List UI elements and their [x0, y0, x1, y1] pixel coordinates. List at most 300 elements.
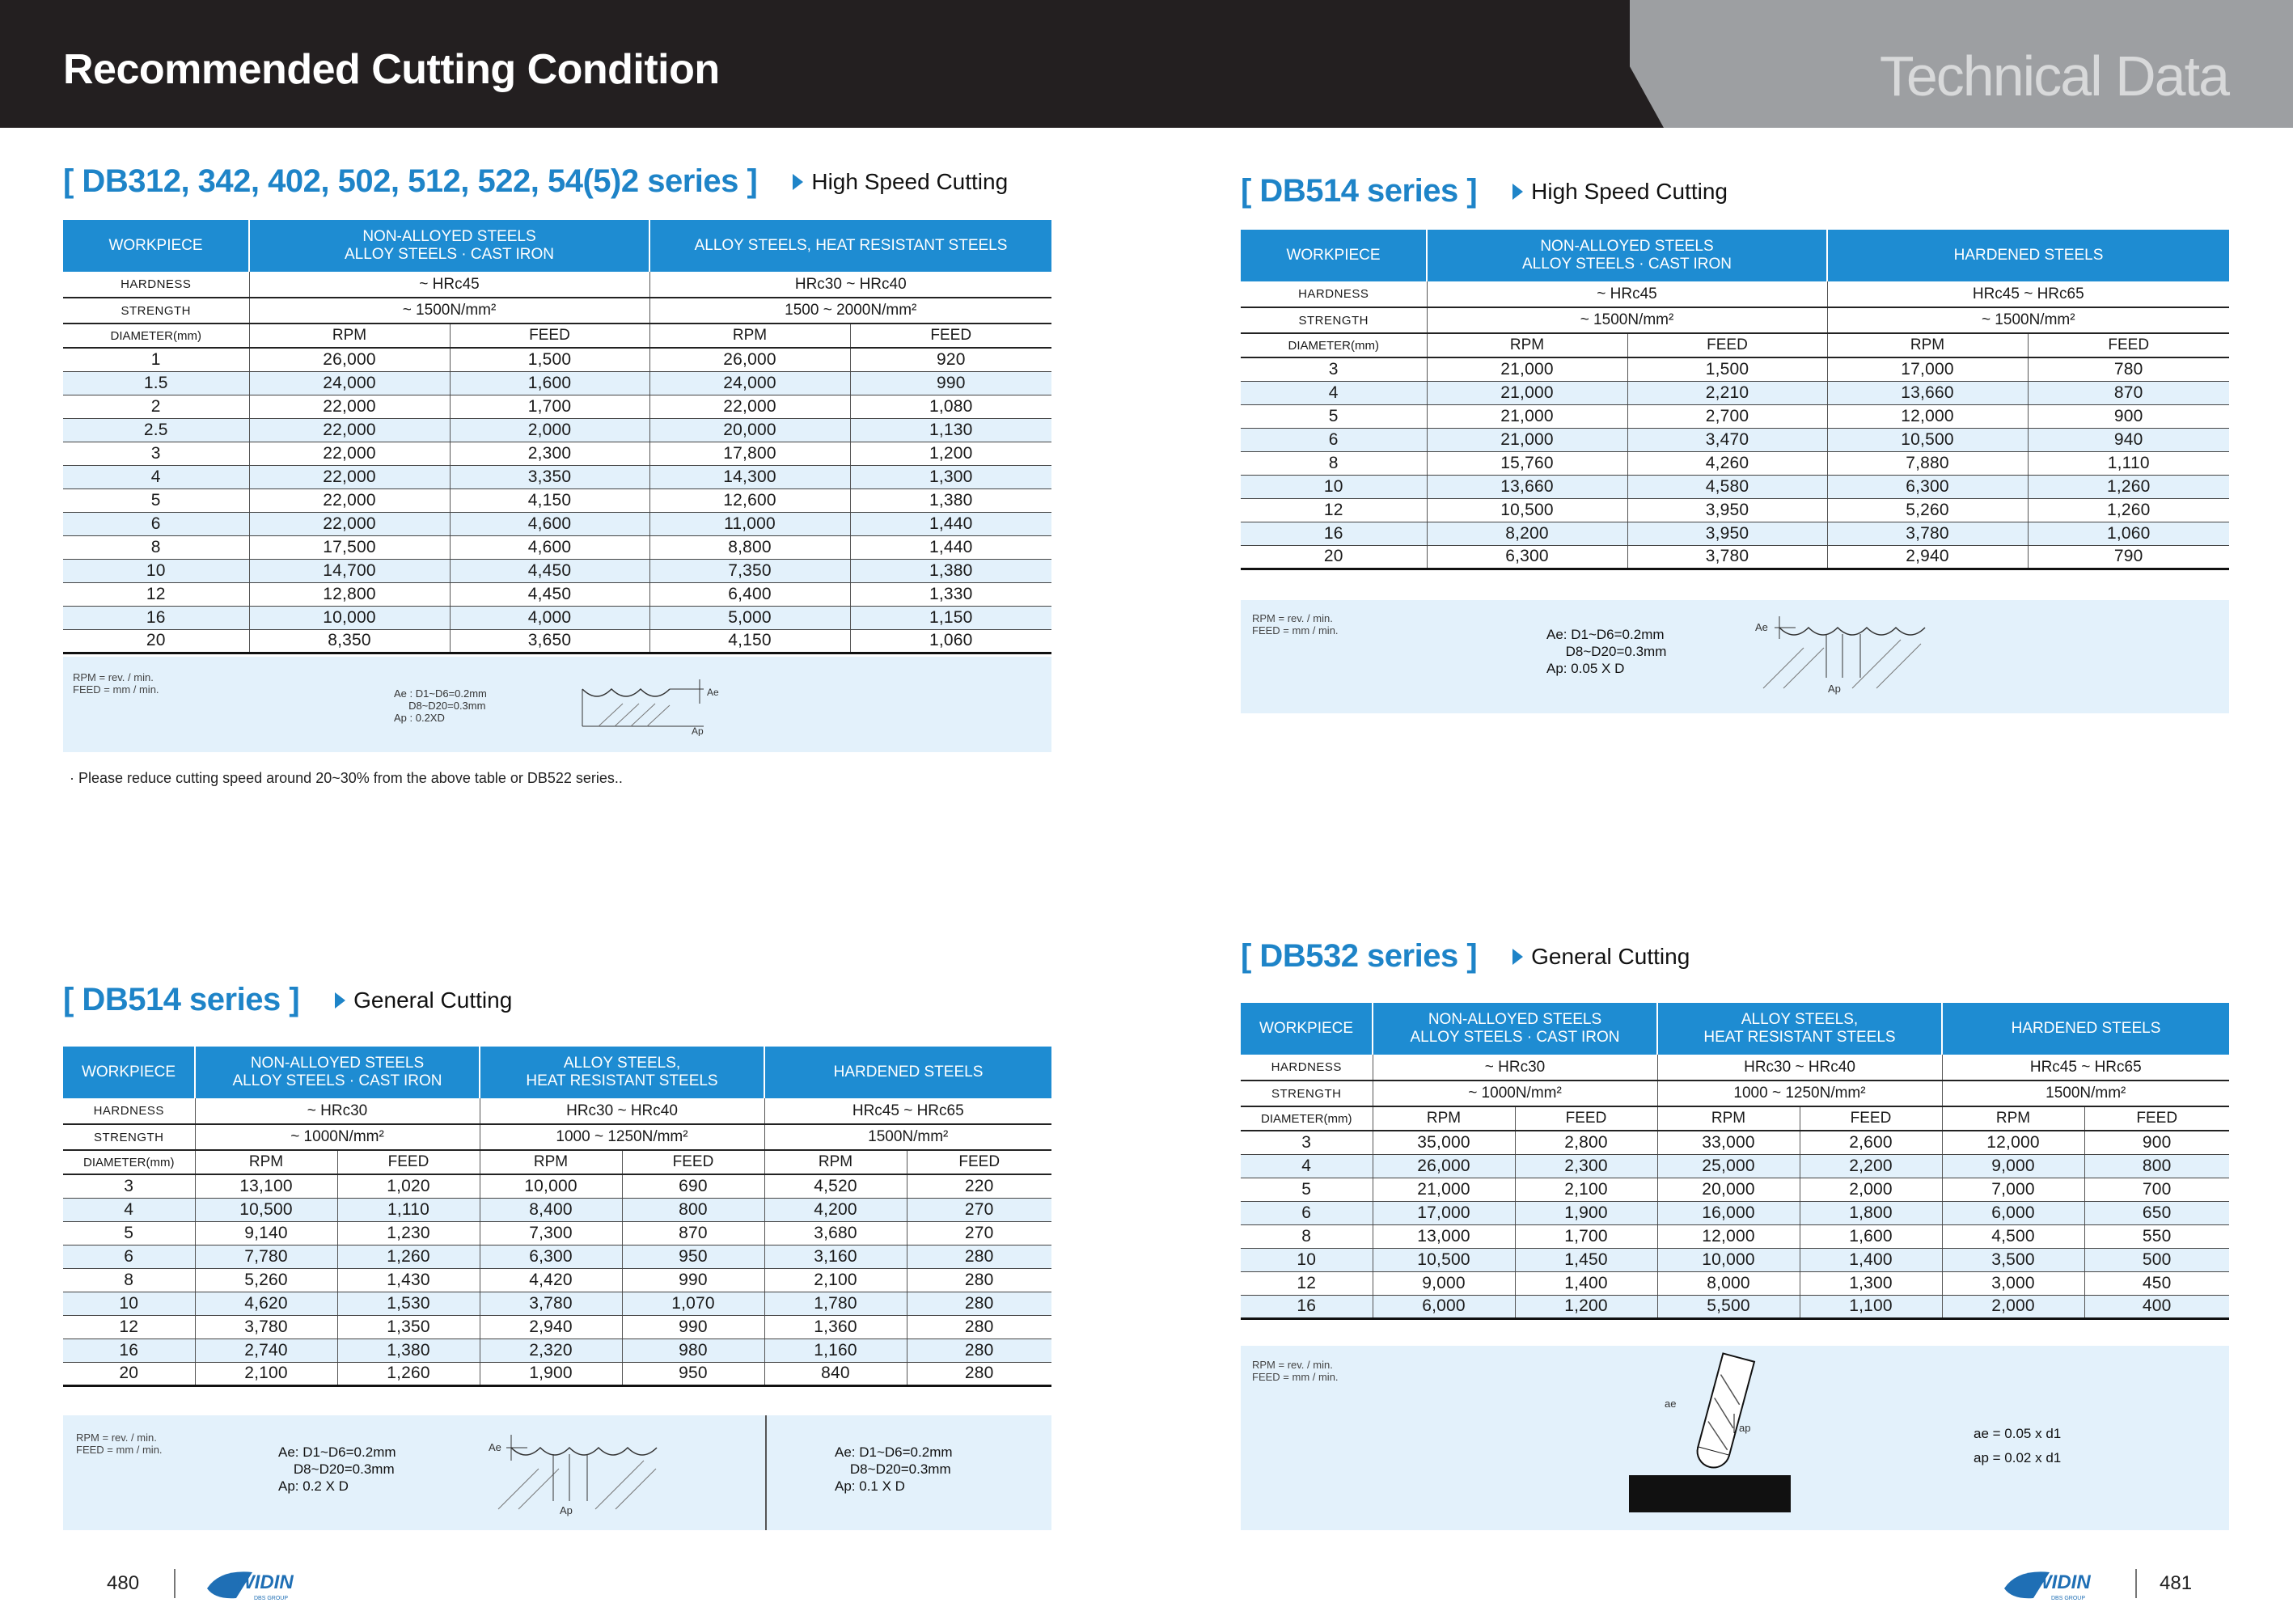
rpm-cell: 13,100	[195, 1174, 337, 1198]
feed-cell: 1,260	[2028, 475, 2229, 498]
feed-cell: 270	[907, 1198, 1051, 1221]
ae-ap-formula: ae = 0.05 x d1 ap = 0.02 x d1	[1974, 1426, 2062, 1465]
widin-logo-right	[2001, 1564, 2106, 1605]
rpm-header: RPM	[249, 324, 450, 348]
feed-cell: 1,330	[850, 582, 1051, 606]
panel-divider	[765, 1415, 767, 1530]
group-header: HARDENED STEELS	[1827, 230, 2229, 281]
diameter-label: DIAMETER(mm)	[1241, 333, 1427, 357]
ae-label: Ae	[489, 1441, 501, 1453]
feed-cell: 1,440	[850, 512, 1051, 535]
series-name: [ DB532 series ]	[1241, 938, 1478, 974]
group-header: ALLOY STEELS, HEAT RESISTANT STEELS	[649, 220, 1051, 272]
table-row	[63, 629, 1051, 653]
diameter-cell: 3	[63, 442, 249, 465]
feed-cell: 220	[907, 1174, 1051, 1198]
rpm-cell: 3,000	[1942, 1271, 2084, 1295]
rpm-cell: 21,000	[1427, 381, 1627, 404]
feed-cell: 990	[850, 371, 1051, 395]
feed-cell: 4,450	[450, 559, 649, 582]
cutting-table-db514-gc	[63, 1047, 1051, 1387]
diameter-cell: 4	[1241, 381, 1427, 404]
group-header: NON-ALLOYED STEELS ALLOY STEELS · CAST IRON	[249, 220, 649, 272]
feed-cell: 550	[2084, 1224, 2229, 1248]
rpm-cell: 6,300	[1827, 475, 2028, 498]
rpm-cell: 840	[764, 1362, 907, 1385]
hardness-value: HRc30 ~ HRc40	[649, 272, 1051, 298]
table-row	[1241, 1178, 2229, 1201]
strength-value: 1500N/mm²	[764, 1124, 1051, 1150]
cutting-type: High Speed Cutting	[1531, 178, 1728, 204]
feed-header: FEED	[850, 324, 1051, 348]
rpm-cell: 10,500	[1427, 498, 1627, 522]
group-header: HARDENED STEELS	[1942, 1003, 2229, 1055]
footnote-panel	[63, 657, 1051, 752]
diameter-cell: 1	[63, 348, 249, 371]
table-row	[63, 512, 1051, 535]
rpm-cell: 1,780	[764, 1292, 907, 1315]
diameter-cell: 12	[63, 1315, 195, 1339]
diameter-cell: 5	[1241, 1178, 1373, 1201]
feed-cell: 990	[622, 1268, 764, 1292]
table-row	[1241, 404, 2229, 428]
feed-cell: 450	[2084, 1271, 2229, 1295]
table-row	[1241, 1271, 2229, 1295]
diameter-label: DIAMETER(mm)	[1241, 1106, 1373, 1131]
rpm-cell: 22,000	[249, 418, 450, 442]
table-row	[63, 1268, 1051, 1292]
rpm-cell: 14,700	[249, 559, 450, 582]
rpm-cell: 8,800	[649, 535, 850, 559]
feed-cell: 1,260	[337, 1245, 480, 1268]
hardness-label: HARDNESS	[1241, 1055, 1373, 1081]
diameter-cell: 5	[63, 1221, 195, 1245]
rpm-cell: 17,000	[1827, 357, 2028, 381]
group-header: HARDENED STEELS	[764, 1047, 1051, 1098]
rpm-header: RPM	[1427, 333, 1627, 357]
feed-cell: 1,130	[850, 418, 1051, 442]
rpm-cell: 4,520	[764, 1174, 907, 1198]
feed-cell: 950	[622, 1362, 764, 1385]
widin-logo-icon	[204, 1564, 309, 1605]
table-row	[63, 371, 1051, 395]
table-row	[63, 1198, 1051, 1221]
section-title-db312	[63, 163, 1008, 200]
feed-cell: 1,300	[850, 465, 1051, 488]
diameter-label: DIAMETER(mm)	[63, 1150, 195, 1174]
strength-value: 1500 ~ 2000N/mm²	[649, 298, 1051, 324]
rpm-header: RPM	[1657, 1106, 1800, 1131]
feed-cell: 950	[622, 1245, 764, 1268]
feed-cell: 400	[2084, 1295, 2229, 1318]
rpm-cell: 3,780	[480, 1292, 622, 1315]
engagement-diagram	[574, 671, 720, 736]
rpm-cell: 16,000	[1657, 1201, 1800, 1224]
table-row	[1241, 1295, 2229, 1318]
rpm-cell: 2,000	[1942, 1295, 2084, 1318]
rpm-cell: 26,000	[249, 348, 450, 371]
group-header: ALLOY STEELS, HEAT RESISTANT STEELS	[1657, 1003, 1942, 1055]
rpm-cell: 4,420	[480, 1268, 622, 1292]
hardness-value: HRc45 ~ HRc65	[764, 1098, 1051, 1124]
rpm-cell: 2,940	[1827, 545, 2028, 569]
strength-label: STRENGTH	[63, 1124, 195, 1150]
feed-cell: 1,600	[450, 371, 649, 395]
hardness-label: HARDNESS	[63, 272, 249, 298]
feed-cell: 1,070	[622, 1292, 764, 1315]
feed-cell: 1,080	[850, 395, 1051, 418]
table-row	[63, 1221, 1051, 1245]
rpm-cell: 24,000	[649, 371, 850, 395]
feed-cell: 2,000	[1800, 1178, 1942, 1201]
rpm-cell: 26,000	[649, 348, 850, 371]
rpm-cell: 12,000	[1942, 1131, 2084, 1154]
table-row	[63, 348, 1051, 371]
workpiece-header: WORKPIECE	[63, 220, 249, 272]
feed-cell: 1,800	[1800, 1201, 1942, 1224]
feed-cell: 870	[2028, 381, 2229, 404]
feed-cell: 1,200	[1515, 1295, 1657, 1318]
unit-note: RPM = rev. / min. FEED = mm / min.	[1252, 1359, 1339, 1383]
table-row	[63, 582, 1051, 606]
section-title-db514-hs	[1241, 173, 1728, 209]
rpm-cell: 6,300	[1427, 545, 1627, 569]
table-row	[1241, 1201, 2229, 1224]
diameter-cell: 6	[1241, 1201, 1373, 1224]
feed-cell: 780	[2028, 357, 2229, 381]
triangle-arrow-icon	[1512, 184, 1523, 200]
ae-label: ae	[1665, 1398, 1677, 1410]
series-name: [ DB514 series ]	[63, 982, 300, 1017]
feed-cell: 1,380	[850, 488, 1051, 512]
rpm-cell: 5,260	[195, 1268, 337, 1292]
unit-note: RPM = rev. / min. FEED = mm / min.	[73, 671, 159, 696]
table-row	[1241, 1248, 2229, 1271]
rpm-cell: 11,000	[649, 512, 850, 535]
rpm-cell: 1,360	[764, 1315, 907, 1339]
ap-label: Ap	[1828, 683, 1841, 695]
feed-cell: 1,700	[1515, 1224, 1657, 1248]
feed-cell: 1,400	[1800, 1248, 1942, 1271]
rpm-cell: 2,740	[195, 1339, 337, 1362]
strength-value: ~ 1000N/mm²	[1373, 1081, 1657, 1106]
feed-cell: 990	[622, 1315, 764, 1339]
rpm-cell: 4,500	[1942, 1224, 2084, 1248]
rpm-cell: 3,780	[1827, 522, 2028, 545]
ae-ap-note-hardened: Ae: D1~D6=0.2mm D8~D20=0.3mm Ap: 0.1 X D	[835, 1444, 953, 1494]
strength-value: ~ 1000N/mm²	[195, 1124, 480, 1150]
feed-cell: 1,600	[1800, 1224, 1942, 1248]
rpm-cell: 22,000	[249, 442, 450, 465]
rpm-cell: 1,160	[764, 1339, 907, 1362]
strength-value: 1000 ~ 1250N/mm²	[480, 1124, 764, 1150]
diameter-cell: 20	[1241, 545, 1427, 569]
widin-logo-icon	[2001, 1564, 2106, 1605]
rpm-cell: 22,000	[249, 488, 450, 512]
rpm-cell: 3,780	[195, 1315, 337, 1339]
rpm-cell: 4,620	[195, 1292, 337, 1315]
rpm-cell: 12,000	[1657, 1224, 1800, 1248]
technical-data-label: Technical Data	[1879, 44, 2228, 108]
engagement-diagram	[482, 1428, 668, 1517]
table-row	[63, 1315, 1051, 1339]
feed-cell: 4,600	[450, 512, 649, 535]
table-row	[1241, 428, 2229, 451]
logo-subtext: DBS GROUP	[254, 1596, 289, 1601]
rpm-cell: 20,000	[1657, 1178, 1800, 1201]
rpm-cell: 12,000	[1827, 404, 2028, 428]
feed-cell: 800	[622, 1198, 764, 1221]
rpm-cell: 8,400	[480, 1198, 622, 1221]
triangle-arrow-icon	[335, 992, 345, 1009]
feed-cell: 790	[2028, 545, 2229, 569]
rpm-cell: 5,500	[1657, 1295, 1800, 1318]
strength-value: 1000 ~ 1250N/mm²	[1657, 1081, 1942, 1106]
feed-cell: 2,210	[1627, 381, 1827, 404]
rpm-cell: 12,600	[649, 488, 850, 512]
diameter-cell: 10	[1241, 1248, 1373, 1271]
group-header: NON-ALLOYED STEELS ALLOY STEELS · CAST IRON	[195, 1047, 480, 1098]
strength-value: ~ 1500N/mm²	[249, 298, 649, 324]
table-row	[1241, 522, 2229, 545]
group-header: NON-ALLOYED STEELS ALLOY STEELS · CAST IRON	[1373, 1003, 1657, 1055]
workpiece-header: WORKPIECE	[63, 1047, 195, 1098]
ap-label: ap	[1739, 1422, 1751, 1434]
cutting-type: General Cutting	[1531, 943, 1690, 969]
rpm-cell: 8,000	[1657, 1271, 1800, 1295]
feed-cell: 280	[907, 1362, 1051, 1385]
diameter-cell: 8	[63, 535, 249, 559]
feed-cell: 1,300	[1800, 1271, 1942, 1295]
diameter-cell: 6	[63, 1245, 195, 1268]
diameter-cell: 16	[1241, 522, 1427, 545]
feed-cell: 4,260	[1627, 451, 1827, 475]
rpm-cell: 6,000	[1373, 1295, 1515, 1318]
logo-subtext: DBS GROUP	[2051, 1596, 2086, 1601]
group-header: ALLOY STEELS, HEAT RESISTANT STEELS	[480, 1047, 764, 1098]
rpm-header: RPM	[195, 1150, 337, 1174]
feed-cell: 1,900	[1515, 1201, 1657, 1224]
table-row	[63, 559, 1051, 582]
feed-cell: 270	[907, 1221, 1051, 1245]
section-title-db532	[1241, 938, 1690, 975]
diameter-cell: 8	[1241, 1224, 1373, 1248]
feed-cell: 280	[907, 1245, 1051, 1268]
rpm-cell: 9,140	[195, 1221, 337, 1245]
feed-cell: 2,100	[1515, 1178, 1657, 1201]
rpm-cell: 21,000	[1427, 404, 1627, 428]
feed-cell: 4,580	[1627, 475, 1827, 498]
feed-cell: 1,110	[2028, 451, 2229, 475]
hardness-value: ~ HRc45	[1427, 281, 1827, 307]
feed-cell: 1,400	[1515, 1271, 1657, 1295]
table-row	[63, 488, 1051, 512]
hardness-value: ~ HRc45	[249, 272, 649, 298]
diameter-cell: 2	[63, 395, 249, 418]
table-row	[1241, 357, 2229, 381]
feed-cell: 2,000	[450, 418, 649, 442]
diameter-cell: 1.5	[63, 371, 249, 395]
table-row	[63, 442, 1051, 465]
ae-label: Ae	[707, 687, 719, 698]
rpm-cell: 14,300	[649, 465, 850, 488]
feed-header: FEED	[622, 1150, 764, 1174]
feed-cell: 3,780	[1627, 545, 1827, 569]
rpm-cell: 13,660	[1427, 475, 1627, 498]
diameter-cell: 5	[63, 488, 249, 512]
diameter-cell: 8	[63, 1268, 195, 1292]
feed-cell: 3,650	[450, 629, 649, 653]
triangle-arrow-icon	[793, 174, 803, 190]
rpm-cell: 2,100	[764, 1268, 907, 1292]
diameter-cell: 3	[1241, 357, 1427, 381]
engagement-diagram	[1747, 611, 1933, 700]
diameter-cell: 12	[1241, 498, 1427, 522]
strength-label: STRENGTH	[1241, 1081, 1373, 1106]
table-row	[63, 418, 1051, 442]
feed-cell: 3,950	[1627, 522, 1827, 545]
rpm-cell: 2,320	[480, 1339, 622, 1362]
rpm-cell: 3,160	[764, 1245, 907, 1268]
diameter-cell: 20	[63, 1362, 195, 1385]
feed-cell: 1,230	[337, 1221, 480, 1245]
rpm-cell: 25,000	[1657, 1154, 1800, 1178]
feed-cell: 1,060	[850, 629, 1051, 653]
feed-cell: 920	[850, 348, 1051, 371]
hardness-value: HRc30 ~ HRc40	[1657, 1055, 1942, 1081]
ae-ap-note: Ae: D1~D6=0.2mm D8~D20=0.3mm Ap: 0.2 X D	[278, 1444, 396, 1494]
diameter-cell: 12	[1241, 1271, 1373, 1295]
feed-header: FEED	[1800, 1106, 1942, 1131]
table-row	[1241, 1224, 2229, 1248]
feed-cell: 2,300	[1515, 1154, 1657, 1178]
diameter-cell: 12	[63, 582, 249, 606]
strength-label: STRENGTH	[1241, 307, 1427, 333]
rpm-cell: 10,000	[480, 1174, 622, 1198]
rpm-cell: 22,000	[249, 395, 450, 418]
strength-value: 1500N/mm²	[1942, 1081, 2229, 1106]
cutting-type: General Cutting	[353, 987, 513, 1013]
rpm-cell: 2,940	[480, 1315, 622, 1339]
hardness-value: ~ HRc30	[1373, 1055, 1657, 1081]
rpm-cell: 10,000	[249, 606, 450, 629]
rpm-cell: 22,000	[649, 395, 850, 418]
diameter-cell: 10	[63, 1292, 195, 1315]
cutting-table-db312	[63, 220, 1051, 654]
feed-cell: 1,100	[1800, 1295, 1942, 1318]
table-row	[1241, 381, 2229, 404]
feed-cell: 1,430	[337, 1268, 480, 1292]
rpm-cell: 2,100	[195, 1362, 337, 1385]
rpm-cell: 13,660	[1827, 381, 2028, 404]
feed-cell: 280	[907, 1292, 1051, 1315]
feed-header: FEED	[2028, 333, 2229, 357]
rpm-cell: 6,400	[649, 582, 850, 606]
table-row	[1241, 1131, 2229, 1154]
footnote-panel	[1241, 600, 2229, 713]
rpm-cell: 35,000	[1373, 1131, 1515, 1154]
feed-cell: 4,000	[450, 606, 649, 629]
rpm-header: RPM	[1942, 1106, 2084, 1131]
table-row	[1241, 545, 2229, 569]
rpm-cell: 10,500	[1373, 1248, 1515, 1271]
feed-cell: 650	[2084, 1201, 2229, 1224]
diameter-label: DIAMETER(mm)	[63, 324, 249, 348]
cutting-table-db532	[1241, 1003, 2229, 1320]
ae-ap-note: Ae: D1~D6=0.2mm D8~D20=0.3mm Ap: 0.05 X D	[1546, 627, 1667, 676]
diameter-cell: 2.5	[63, 418, 249, 442]
feed-cell: 800	[2084, 1154, 2229, 1178]
group-header: NON-ALLOYED STEELS ALLOY STEELS · CAST IRON	[1427, 230, 1827, 281]
feed-cell: 1,380	[337, 1339, 480, 1362]
feed-cell: 3,470	[1627, 428, 1827, 451]
feed-header: FEED	[337, 1150, 480, 1174]
feed-cell: 2,300	[450, 442, 649, 465]
rpm-cell: 10,000	[1657, 1248, 1800, 1271]
rpm-cell: 7,300	[480, 1221, 622, 1245]
diameter-cell: 4	[63, 1198, 195, 1221]
diameter-cell: 16	[1241, 1295, 1373, 1318]
feed-cell: 3,350	[450, 465, 649, 488]
widin-logo-left	[204, 1564, 309, 1605]
feed-cell: 1,020	[337, 1174, 480, 1198]
feed-cell: 1,260	[337, 1362, 480, 1385]
rpm-cell: 24,000	[249, 371, 450, 395]
table-row	[63, 1245, 1051, 1268]
feed-header: FEED	[450, 324, 649, 348]
rpm-cell: 7,880	[1827, 451, 2028, 475]
diameter-cell: 6	[63, 512, 249, 535]
feed-cell: 1,450	[1515, 1248, 1657, 1271]
table-row	[63, 395, 1051, 418]
rpm-header: RPM	[1827, 333, 2028, 357]
table-row	[63, 1174, 1051, 1198]
diameter-cell: 16	[63, 606, 249, 629]
feed-cell: 1,060	[2028, 522, 2229, 545]
feed-cell: 1,380	[850, 559, 1051, 582]
rpm-cell: 7,000	[1942, 1178, 2084, 1201]
feed-cell: 690	[622, 1174, 764, 1198]
feed-header: FEED	[1627, 333, 1827, 357]
feed-cell: 4,600	[450, 535, 649, 559]
diameter-cell: 16	[63, 1339, 195, 1362]
feed-cell: 980	[622, 1339, 764, 1362]
diameter-cell: 4	[1241, 1154, 1373, 1178]
workpiece-header: WORKPIECE	[1241, 1003, 1373, 1055]
feed-cell: 4,450	[450, 582, 649, 606]
rpm-cell: 33,000	[1657, 1131, 1800, 1154]
page-title: Recommended Cutting Condition	[63, 46, 720, 93]
strength-value: ~ 1500N/mm²	[1427, 307, 1827, 333]
diameter-cell: 3	[1241, 1131, 1373, 1154]
feed-header: FEED	[1515, 1106, 1657, 1131]
rpm-cell: 8,350	[249, 629, 450, 653]
feed-cell: 940	[2028, 428, 2229, 451]
feed-cell: 1,200	[850, 442, 1051, 465]
feed-cell: 1,500	[1627, 357, 1827, 381]
table-row	[1241, 1154, 2229, 1178]
table-row	[63, 1339, 1051, 1362]
diameter-cell: 4	[63, 465, 249, 488]
rpm-cell: 22,000	[249, 512, 450, 535]
feed-cell: 1,110	[337, 1198, 480, 1221]
section-title-db514-gc	[63, 982, 512, 1018]
table-row	[63, 465, 1051, 488]
rpm-cell: 4,150	[649, 629, 850, 653]
rpm-cell: 13,000	[1373, 1224, 1515, 1248]
hardness-label: HARDNESS	[63, 1098, 195, 1124]
feed-cell: 900	[2084, 1131, 2229, 1154]
